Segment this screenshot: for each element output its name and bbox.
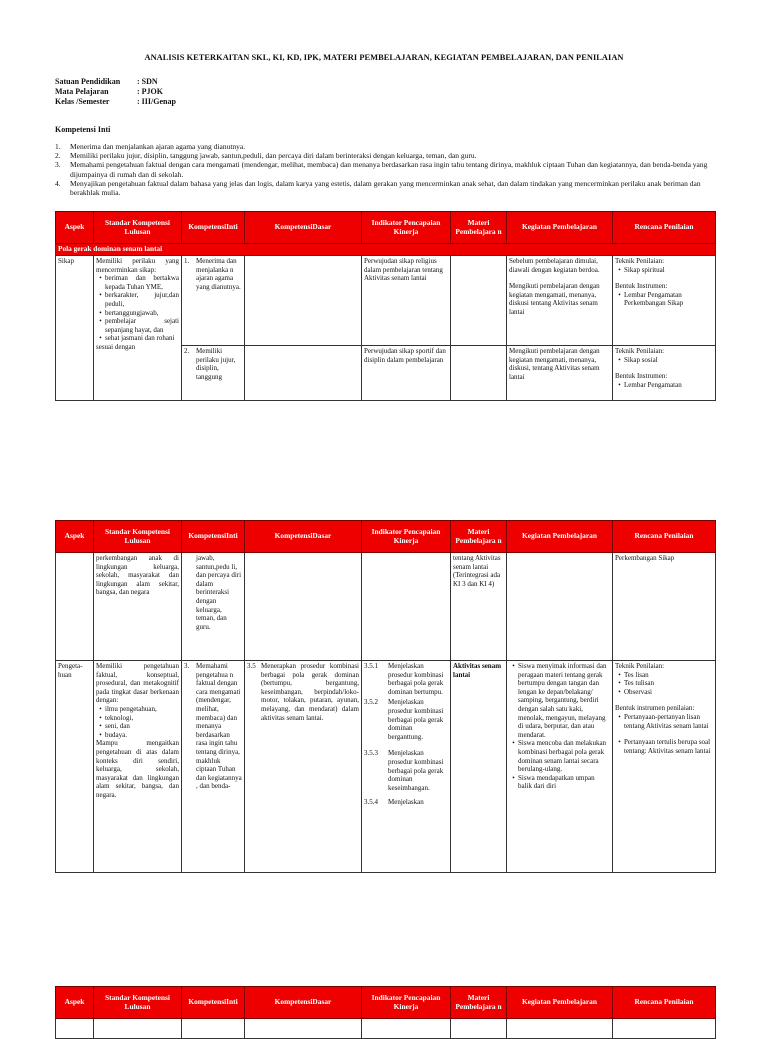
header-kd: KompetensiDasar [245,987,362,1019]
cell-skl [94,256,182,401]
table-row [56,1019,716,1039]
skl-bullet: • bertanggungjawab, [99,308,159,317]
cell-materi: tentang Aktivitas senam lantai (Terintegrasi ada KI 3 dan KI 4) [451,553,507,661]
meta-label: Mata Pelajaran [55,87,109,96]
header-penilaian: Rencana Penilaian [613,987,716,1019]
header-skl: Standar Kompetensi Lulusan [94,212,182,244]
header-kd: KompetensiDasar [245,521,362,553]
ki-list-item: 2. Memiliki perilaku jujur, disiplin, tanggung jawab, santun,peduli, dan percaya diri dalam berinteraksi dengan keluarga, teman, dan guru. [55,151,477,161]
analysis-table-3 [55,986,716,1039]
cell-ki: 3. Memahami pengetahua n faktual dengan cara mengamati (mendengar, melihat, membaca) dan menanya berdasarkan rasa ingin tahu tentang dirinya, makhluk ciptaan Tuhan dan kegiatannya , dan benda- [182,661,245,873]
header-kegiatan: Kegiatan Pembelajaran [507,212,613,244]
header-ipk: Indikator Pencapaian Kinerja [362,521,451,553]
skl-bullet: • pembelajar sejati sepanjang hayat, dan [99,317,179,334]
header-ki: KompetensiInti [182,987,245,1019]
header-materi: Materi Pembelajara n [451,212,507,244]
meta-value: : PJOK [137,87,163,96]
skl-bullet: • sehat jasmani dan rohani [99,334,175,343]
header-materi: Materi Pembelajara n [451,521,507,553]
ki-item-text: Memahami pengetahuan faktual dengan cara mengamati (mendengar, melihat, membaca) dan menanya berdasarkan rasa ingin tahu tentang dirinya, makhluk ciptaan Tuhan dan kegiatannya, dan benda-benda yang dijumpainya di rumah dan di sekolah. [70,160,708,179]
cell-materi [451,346,507,401]
header-kegiatan: Kegiatan Pembelajaran [507,521,613,553]
meta-value: : III/Genap [137,97,176,106]
cell-penilaian: Teknik Penilaian: • Sikap spiritual Bentuk Instrumen: • Lembar Pengamatan Perkembangan Sikap [613,256,716,346]
header-ki: KompetensiInti [182,212,245,244]
cell-skl: Memiliki pengetahuan faktual, konseptual, prosedural, dan metakognitif pada tingkat dasar berkenaan dengan: • ilmu pengetahuan, • teknologi, • seni, dan • budaya. Mampu mengaitkan pengetahuan di atas dalam konteks diri sendiri, keluarga, sekolah, masyarakat dan lingkungan alam sekitar, bangsa, dan negara. [94,661,182,873]
header-materi: Materi Pembelajara n [451,987,507,1019]
header-kegiatan: Kegiatan Pembelajaran [507,987,613,1019]
cell-materi: Aktivitas senam lantai [451,661,507,873]
cell-aspek: Sikap [56,256,94,401]
ki-text: Menerima dan menjalanka n ajaran agama yang dianutnya. [196,257,241,291]
cell-ipk: Perwujudan sikap sportif dan disiplin dalam pembelajaran [362,346,451,401]
table-row [56,661,716,873]
cell-penilaian: Teknik Penilaian: • Sikap sosial Bentuk Instrumen: • Lembar Pengamatan [613,346,716,401]
table-header-row [56,521,716,553]
meta-label: Satuan Pendidikan [55,77,121,86]
ki-item-text: Menerima dan menjalankan ajaran agama yang dianutnya. [70,142,246,151]
header-ipk: Indikator Pencapaian Kinerja [362,212,451,244]
cell-aspek [56,553,94,661]
meta-row [55,77,176,87]
header-penilaian: Rencana Penilaian [613,521,716,553]
table-row [56,256,716,346]
cell-kd [245,256,362,346]
table-row [56,553,716,661]
cell-kegiatan: Sebelum pembelajaran dimulai, diawali dengan kegiatan berdoa. Mengikuti pembelajaran dengan kegiatan mengamati, menanya, diskusi tentang Aktivitas senam lantai [507,256,613,346]
cell-kd [245,553,362,661]
ki-item-text: Memiliki perilaku jujur, disiplin, tanggung jawab, santun,peduli, dan percaya diri dalam berinteraksi dengan keluarga, teman, dan guru. [70,151,477,161]
meta-value: : SDN [137,77,158,86]
cell-penilaian: Perkembangan Sikap [613,553,716,661]
header-skl: Standar Kompetensi Lulusan [94,987,182,1019]
meta-row [55,97,176,107]
header-ipk: Indikator Pencapaian Kinerja [362,987,451,1019]
header-aspek: Aspek [56,987,94,1019]
cell-ki: 2. Memiliki perilaku jujur, disiplin, tanggung [182,346,245,401]
cell-kd: 3.5 Menerapkan prosedur kombinasi berbagai pola gerak dominan (bertumpu, bergantung, keseimbangan, berpindah/loko-motor, tolakan, putaran, ayunan, melayang, dan mendarat) dalam aktivitas senam lantai. [245,661,362,873]
cell-ki: 1. Menerima dan menjalanka n ajaran agama yang dianutnya. [182,256,245,346]
ki-list-item: 1. Menerima dan menjalankan ajaran agama yang dianutnya. [55,142,246,151]
table-header-row [56,212,716,244]
section-title: Pola gerak dominan senam lantai [56,244,716,256]
header-aspek: Aspek [56,521,94,553]
cell-ipk: Perwujudan sikap religius dalam pembelajaran tentang Aktivitas senam lantai [362,256,451,346]
ki-list [55,142,715,197]
skl-intro: Memiliki perilaku yang mencerminkan sikap: [96,257,179,274]
cell-aspek: Pengeta-huan [56,661,94,873]
ki-heading: Kompetensi Inti [55,125,111,134]
header-ki: KompetensiInti [182,521,245,553]
meta-row [55,87,176,97]
cell-ipk [362,553,451,661]
ki-list-item: 4. Menyajikan pengetahuan faktual dalam bahasa yang jelas dan logis, dalam karya yang estetis, dalam gerakan yang mencerminkan anak sehat, dan dalam tindakan yang mencerminkan perilaku anak beriman dan berakhlak mulia. [55,179,715,197]
cell-penilaian: Teknik Penilaian: • Tes lisan • Tes tulisan • Observasi Bentuk instrumen penilaian: • Pertanyaan-pertanyan lisan tentang Aktivitas senam lantai • Pertanyaan tertulis berupa soal tentang: Aktivitas senam lantai [613,661,716,873]
analysis-table-2 [55,520,716,873]
document-meta [55,77,176,107]
section-row [56,244,716,256]
cell-kegiatan [507,553,613,661]
cell-skl: perkembangan anak di lingkungan keluarga, sekolah, masyarakat dan lingkungan alam sekitar, bangsa, dan negara [94,553,182,661]
skl-bullet: • berkarakter, jujur,dan peduli, [99,291,179,308]
header-penilaian: Rencana Penilaian [613,212,716,244]
meta-label: Kelas /Semester [55,97,110,106]
cell-kd [245,346,362,401]
header-kd: KompetensiDasar [245,212,362,244]
skl-tail: sesuai dengan [96,342,136,351]
ki-list-item: 3. Memahami pengetahuan faktual dengan cara mengamati (mendengar, melihat, membaca) dan menanya berdasarkan rasa ingin tahu tentang dirinya, makhluk ciptaan Tuhan dan kegiatannya, dan benda-benda yang dijumpainya di rumah dan di sekolah. [55,160,715,178]
cell-ki: jawab, santun,pedu li, dan percaya diri dalam berinteraksi dengan keluarga, teman, dan guru. [182,553,245,661]
cell-kegiatan: • Siswa menyimak informasi dan peragaan materi tentang gerak bertumpu dengan tangan dan lengan ke depan/belakang/ samping, bergantung, berdiri dengan salah satu kaki, menolak, mengayun, melayang di udara, berputar, dan atau mendarat. • Siswa mencoba dan melakukan kombinasi berbagai pola gerak dominan senam lantai secara berulang-ulang. • Siswa mendapatkan umpan balik dari diri [507,661,613,873]
analysis-table-1 [55,211,716,401]
ki-item-text: Menyajikan pengetahuan faktual dalam bahasa yang jelas dan logis, dalam karya yang estetis, dalam gerakan yang mencerminkan anak sehat, dan dalam tindakan yang mencerminkan perilaku anak beriman dan berakhlak mulia. [70,178,701,198]
document-title: ANALISIS KETERKAITAN SKL, KI, KD, IPK, MATERI PEMBELAJARAN, KEGIATAN PEMBELAJARAN, DAN PENILAIAN [144,53,624,62]
cell-kegiatan: Mengikuti pembelajaran dengan kegiatan mengamati, menanya, diskusi, tentang Aktivitas senam lantai [507,346,613,401]
skl-bullet: • beriman dan bertakwa kepada Tuhan YME, [99,274,179,291]
header-aspek: Aspek [56,212,94,244]
cell-ipk: 3.5.1 Menjelaskan prosedur kombinasi berbagai pola gerak dominan bertumpu. 3.5.2 Menjelaskan prosedur kombinasi berbagai pola gerak dominan berganttung. 3.5.3 Menjelaskan prosedur kombinasi berbagai pola gerak dominan keseimbangan. 3.5.4 Menjelaskan [362,661,451,873]
table-header-row [56,987,716,1019]
header-skl: Standar Kompetensi Lulusan [94,521,182,553]
cell-materi [451,256,507,346]
